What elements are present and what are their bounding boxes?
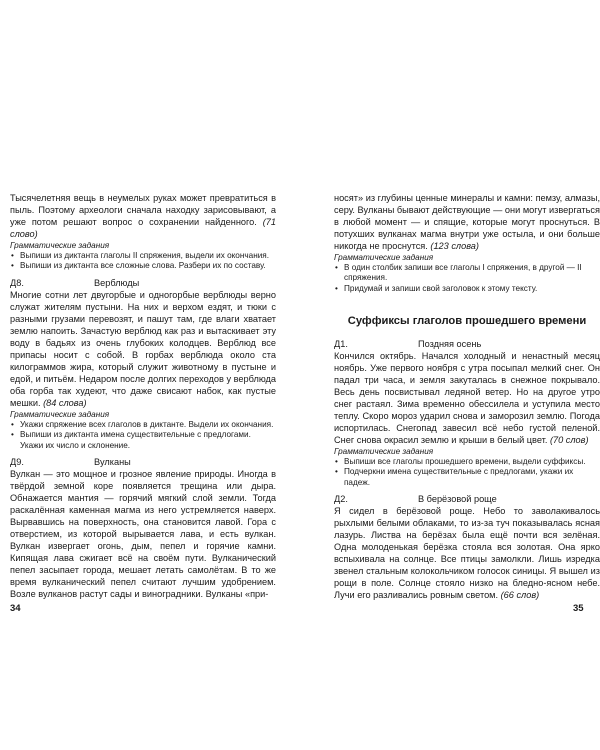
dictation-heading — [10, 456, 276, 468]
dictation-number: Д1. — [334, 338, 348, 349]
right-page — [334, 192, 600, 601]
section-title: Суффиксы глаголов прошедшего времени — [347, 314, 587, 327]
dictation-text — [334, 350, 600, 446]
d8-text: Многие сотни лет двугорбые и одногорбые верблюды верно служат жителям пустыни. На них и верхом ездят, и тюки с разными грузами перевозят, и пашут там, где влаги хватает землю напоить. Зачастую верблюд как раз и вытаскивает эту воду в бадьях из очень глубоких колодцев. Верблюд все припасы носит с собой. В горбах верблюда около ста килограммов жира, который служит животному в пустыне и едой, и питьём. Недаром после долгих переходов у верблюда оба горба так худеют, что даже свисают набок, как пустые мешки. — [10, 289, 276, 409]
dictation-title: В берёзовой роще — [418, 493, 497, 504]
dictation-heading — [334, 493, 600, 505]
continued-paragraph — [334, 192, 600, 252]
dictation-number: Д8. — [10, 277, 24, 288]
task-item: • В один столбик запиши все глаголы I спряжения, в другой — II спряжения. — [334, 263, 600, 283]
page-number-left: 34 — [10, 603, 21, 614]
dictation-title: Поздняя осень — [418, 338, 482, 349]
task-list — [334, 457, 600, 488]
continued-word-count: (123 слова) — [430, 241, 479, 252]
grammar-label: Грамматические задания — [334, 447, 434, 457]
task-item: • Выпиши все глаголы прошедшего времени, выдели суффиксы. — [334, 457, 600, 467]
dictation-title: Верблюды — [94, 277, 140, 288]
page-number-right: 35 — [573, 603, 584, 614]
d1-text: Кончился октябрь. Начался холодный и ненастный месяц ноябрь. Уже первого ноября с утра посыпал мелкий снег. Он падал три часа, и земля закуталась в снежное покрывало. Весь день посвистывал ледяной ветер. Но на другое утро снег растаял. Зима временно обессилела и уступила место теплу. Скоро мороз ударил снова и заморозил землю. Погода испортилась. Снегопад завесил всё небо густой пеленой. Снег снова окрасил землю и крыши в белый цвет. — [334, 350, 600, 446]
d1-word-count: (70 слов) — [549, 435, 589, 446]
d8-word-count: (84 слова) — [43, 398, 87, 409]
left-page — [10, 192, 276, 600]
dictation-heading — [10, 277, 276, 289]
task-item: • Выпиши из диктанта имена существительные с предлогами. Укажи их число и склонение. — [10, 430, 276, 450]
task-item: • Выпиши из диктанта все сложные слова. Разбери их по составу. — [10, 261, 276, 271]
intro-text: Тысячелетняя вещь в неумелых руках может превратиться в пыль. Поэтому археологи сначала находку зарисовывают, а уже потом решают вопрос о сохранении найденного. — [10, 193, 276, 228]
grammar-label: Грамматические задания — [334, 253, 434, 263]
dictation-title: Вулканы — [94, 456, 131, 467]
task-item: • Укажи спряжение всех глаголов в диктанте. Выдели их окончания. — [10, 420, 276, 430]
intro-paragraph — [10, 192, 276, 240]
d2-text: Я сидел в берёзовой роще. Небо то заволакивалось рыхлыми белыми облаками, то из-за туч показывалась ясная лазурь. Листва на берёзах была ещё почти вся зелёная. Одна молоденькая берёзка стояла вся золотая. Она ярко вспыхивала на солнце. Все птицы замолкли. Лишь изредка звенел стальным колокольчиком голосок синицы. Я вышел из рощи в поле. Солнце стояло низко на бледно-ясном небе. Лучи его разливались ровным светом. — [334, 505, 600, 601]
grammar-label: Грамматические задания — [10, 241, 110, 251]
dictation-number: Д9. — [10, 456, 24, 467]
task-list — [10, 420, 276, 451]
task-list — [334, 263, 600, 294]
dictation-text: Вулкан — это мощное и грозное явление природы. Иногда в твёрдой земной коре появляется трещина или дыра. Обнажается мантия — горячий мягкий слой земли. Тогда раскалённая каменная магма из него устремляется наверх. Вырвавшись на поверхность, она становится лавой. Гора с отверстием, из которой вырывается лава, и есть вулкан. Вулкан извергает огонь, дым, пепел и горячие камни. Кипящая лава сжигает всё на своём пути. Вулканический пепел засыпает города, мешает летать самолётам. В то же время вулканический пепел считают лучшим удобрением. Возле вулканов растут сады и виноградники. Вулканы «при- — [10, 468, 276, 600]
dictation-text — [334, 505, 600, 601]
intro-word-count: (71 слово) — [10, 217, 276, 240]
grammar-label: Грамматические задания — [10, 410, 110, 420]
task-item: • Придумай и запиши свой заголовок к этому тексту. — [334, 284, 600, 294]
dictation-heading — [334, 338, 600, 350]
dictation-text — [10, 289, 276, 409]
task-item: • Выпиши из диктанта глаголы II спряжения, выдели их окончания. — [10, 251, 276, 261]
d2-word-count: (66 слов) — [500, 590, 540, 601]
continued-text: носят» из глубины ценные минералы и камни: пемзу, алмазы, серу. Вулканы бывают действующие — они могут извергаться в любой момент — и спящие, которые могут проснуться. В потухших вулканах магма внутри уже остыла, и они больше никогда не проснутся. — [334, 193, 600, 252]
dictation-number: Д2. — [334, 493, 348, 504]
task-list — [10, 251, 276, 271]
task-item: • Подчеркни имена существительные с предлогами, укажи их падеж. — [334, 467, 600, 487]
